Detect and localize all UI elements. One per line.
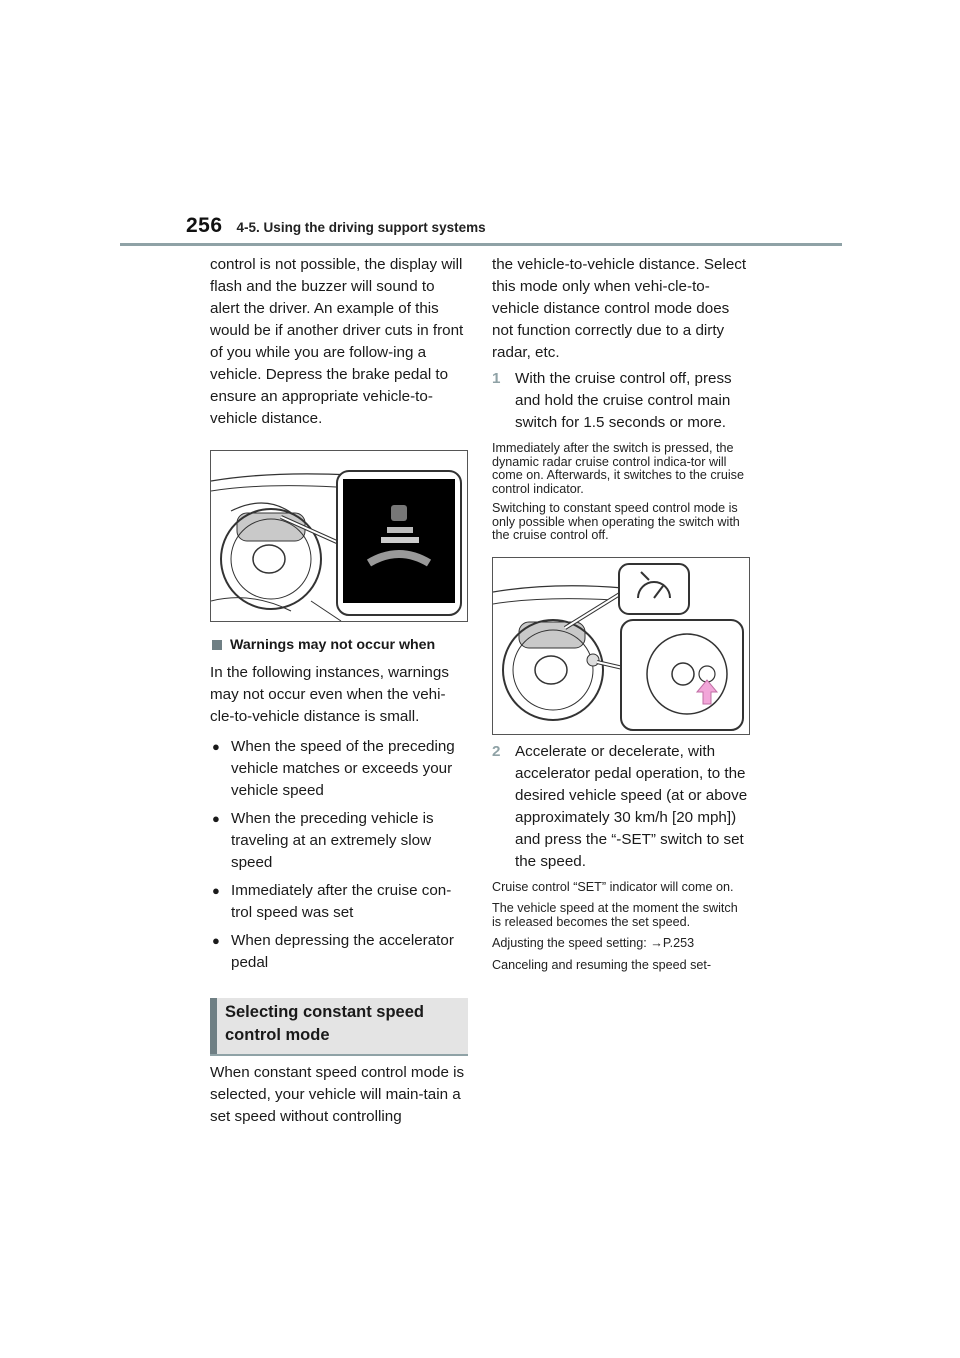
- constant-mode-paragraph: When constant speed control mode is selected, your vehicle will main-tain a set speed without controlling: [210, 1064, 465, 1125]
- right-column: [492, 254, 750, 972]
- header-rule: [120, 243, 842, 246]
- bullet-icon: ●: [212, 933, 220, 948]
- warnings-intro: In the following instances, warnings may not occur even when the vehi-cle-to-vehicle distance is small.: [210, 664, 449, 725]
- list-item: ● When the speed of the preceding vehicle matches or exceeds your vehicle speed: [210, 736, 468, 802]
- section-box-constant-speed: Selecting constant speed control mode: [210, 998, 468, 1054]
- warnings-list: [210, 736, 468, 974]
- continued-paragraph: the vehicle-to-vehicle distance. Select this mode only when vehi-cle-to-vehicle distance control mode does not function correctly due to a dirty radar, etc.: [492, 256, 747, 361]
- warnings-heading: Warnings may not occur when: [210, 634, 468, 656]
- display-warning-figure: [210, 450, 468, 622]
- note-adjusting: Adjusting the speed setting: →P.253: [492, 936, 695, 950]
- steering-switch-illustration: [493, 558, 749, 734]
- list-item: ● When the preceding vehicle is traveling at an extremely slow speed: [210, 808, 468, 874]
- step-text: Accelerate or decelerate, with accelerator pedal operation, to the desired vehicle speed (at or above approximately 30 km/h [20 mph]) and press the “-SET” switch to set the speed.: [515, 742, 748, 870]
- list-item: ● When depressing the accelerator pedal: [210, 930, 468, 974]
- bullet-icon: ●: [212, 811, 220, 826]
- cruise-switch-figure: [492, 557, 750, 735]
- note-set-indicator: Cruise control “SET” indicator will come on.: [492, 879, 734, 894]
- step-number: 2: [492, 742, 501, 760]
- step-text: With the cruise control off, press and hold the cruise control main switch for 1.5 seconds or more.: [515, 370, 732, 431]
- note-indicator: Immediately after the switch is pressed, the dynamic radar cruise control indica-tor will come on. Afterwards, it switches to the cruise control indicator.: [492, 441, 744, 496]
- step-number: 1: [492, 370, 501, 387]
- intro-paragraph: control is not possible, the display will flash and the buzzer will sound to alert the driver. An example of this would be if another driver cuts in front of you while you are follow-ing a vehicle. Depress the brake pedal to ensure an appropriate vehicle-to-vehicle distance.: [210, 256, 464, 427]
- step-2: [492, 741, 750, 873]
- note-canceling: Canceling and resuming the speed set-: [492, 957, 712, 972]
- step-1: [492, 368, 750, 434]
- section-box-rule: [210, 1054, 468, 1056]
- section-title: 4-5. Using the driving support systems: [236, 220, 486, 235]
- note-set-speed: The vehicle speed at the moment the switch is released becomes the set speed.: [492, 901, 738, 929]
- list-item: ● Immediately after the cruise con-trol speed was set: [210, 880, 468, 924]
- page-number: 256: [186, 214, 223, 237]
- note-switching: Switching to constant speed control mode is only possible when operating the switch with the cruise control off.: [492, 501, 740, 542]
- dashboard-illustration: [211, 451, 467, 621]
- left-column: [210, 254, 468, 1128]
- bullet-icon: ●: [212, 883, 220, 898]
- page-header: [186, 214, 486, 238]
- bullet-icon: ●: [212, 739, 220, 754]
- heading-square-icon: [212, 640, 222, 650]
